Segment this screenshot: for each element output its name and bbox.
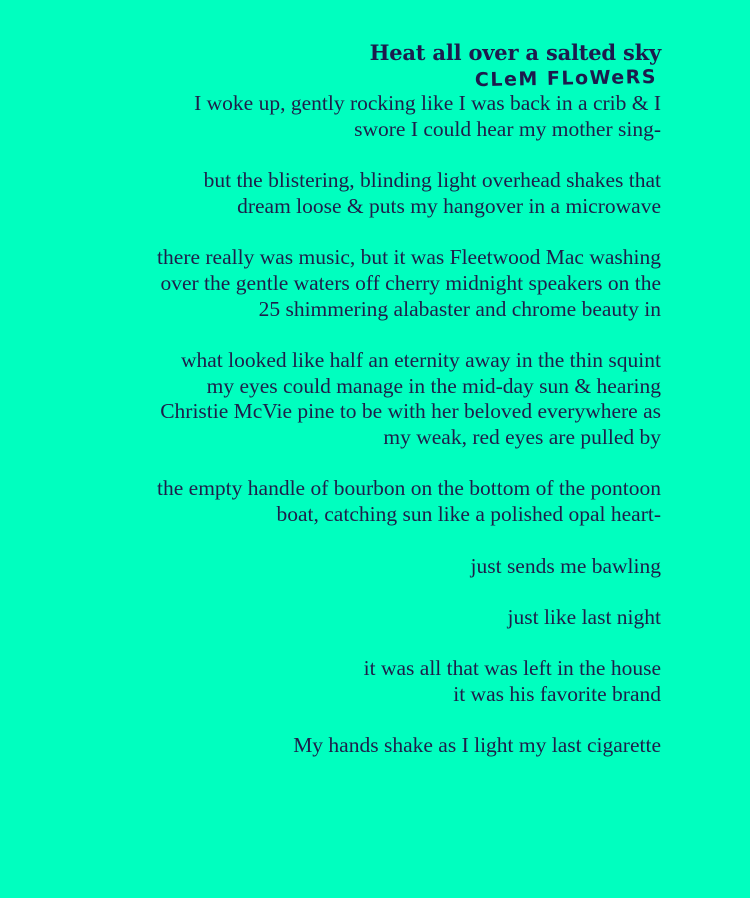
poem-stanza [41,554,661,580]
poem-line: what looked like half an eternity away in the thin squint [180,347,661,372]
poem-title: Heat all over a salted sky [369,40,661,65]
poem-line: Christie McVie pine to be with her beloved everywhere as [160,399,661,424]
poem-stanza [41,605,661,631]
poem-line: dream loose & puts my hangover in a microwave [237,193,661,218]
poem-line: it was his favorite brand [453,682,661,707]
poem-line: but the blistering, blinding light overhead shakes that [203,168,661,193]
poem-line: the empty handle of bourbon on the bottom of the pontoon [157,476,661,501]
poem-stanza [41,476,661,527]
poem-stanza [41,656,661,707]
poem-line: my eyes could manage in the mid-day sun & hearing [206,373,661,398]
poem-author: CLeM FLoWeRS [474,66,658,92]
poem-line: boat, catching sun like a polished opal heart- [276,502,661,527]
poem-stanza [41,168,661,219]
poem-line: there really was music, but it was Fleetwood Mac washing [157,245,661,270]
poem-line: over the gentle waters off cherry midnight speakers on the [160,270,661,295]
poem-line: 25 shimmering alabaster and chrome beauty in [258,296,661,321]
poem-stanza [41,91,661,142]
poem-stanza [41,733,661,759]
poem-line: it was all that was left in the house [363,656,661,681]
poem-stanza [41,348,661,451]
poem-line: just like last night [507,604,661,629]
poem-line: my weak, red eyes are pulled by [383,425,661,450]
poem-container [41,40,661,785]
poem-line: just sends me bawling [470,553,661,578]
poem-body [41,91,661,759]
poem-line: swore I could hear my mother sing- [354,116,661,141]
poem-line: My hands shake as I light my last cigarette [293,733,661,758]
poem-stanza [41,245,661,322]
poem-line: I woke up, gently rocking like I was back in a crib & I [194,91,661,115]
